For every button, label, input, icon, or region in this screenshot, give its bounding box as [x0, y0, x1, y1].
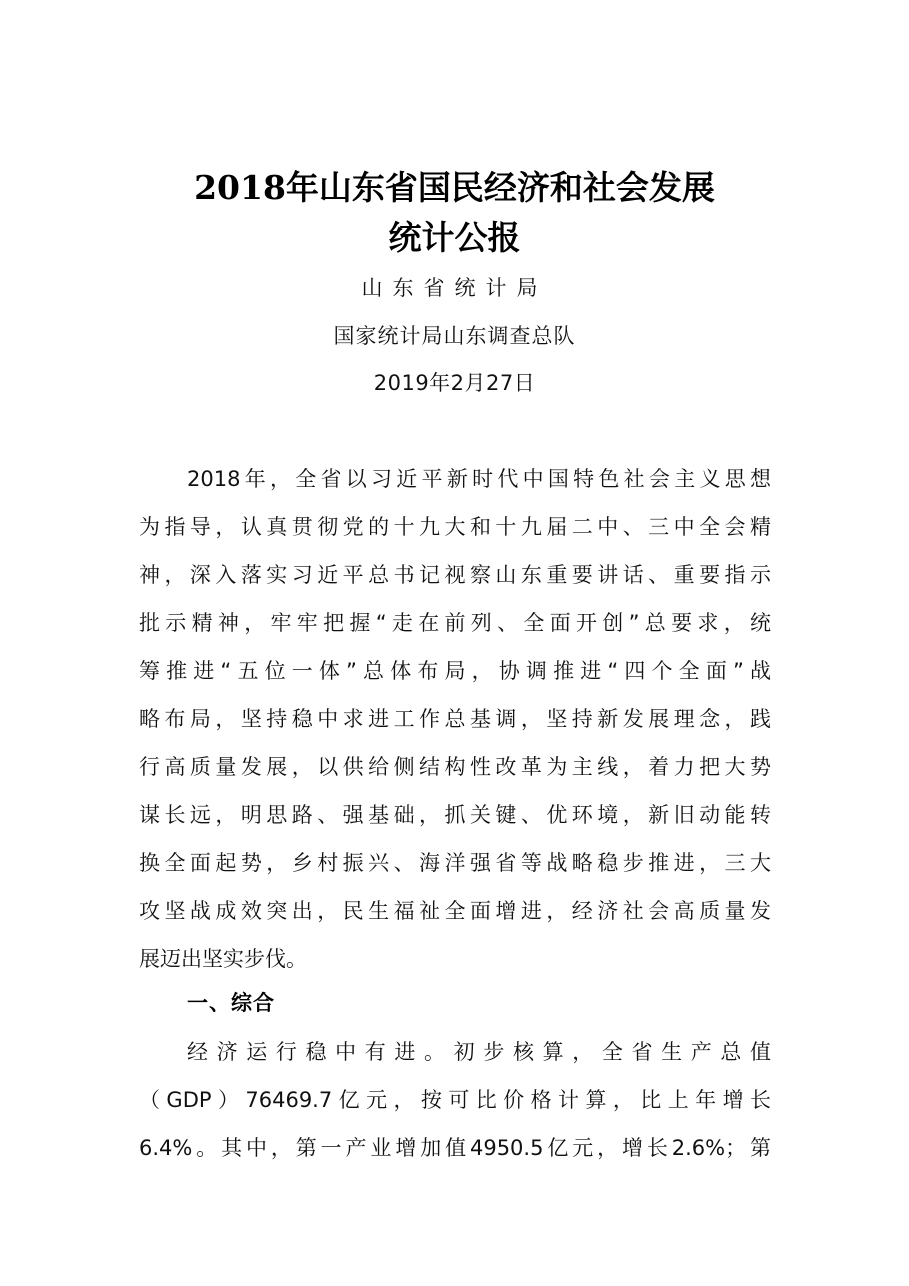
paragraph-line: 略布局，坚持稳中求进工作总基调，坚持新发展理念，践 — [139, 707, 771, 731]
paragraph-line: 攻坚战成效突出，民生福祉全面增进，经济社会高质量发 — [139, 899, 771, 923]
issuing-agency: 山东省统计局 — [361, 276, 548, 300]
economy-paragraph — [139, 1028, 771, 1172]
paragraph-line: 批示精神，牢牢把握“走在前列、全面开创”总要求，统 — [139, 611, 771, 635]
paragraph-line: 展迈出坚实步伐。 — [139, 947, 307, 971]
paragraph-line: 行高质量发展，以供给侧结构性改革为主线，着力把大势 — [139, 755, 771, 779]
document-title-line-1: 2018年山东省国民经济和社会发展 — [194, 168, 715, 207]
paragraph-line: 谋长远，明思路、强基础，抓关键、优环境，新旧动能转 — [139, 803, 771, 827]
paragraph-line: 筹推进“五位一体”总体布局，协调推进“四个全面”战 — [139, 659, 771, 683]
paragraph-line: 换全面起势，乡村振兴、海洋强省等战略稳步推进，三大 — [139, 851, 771, 875]
paragraph-line: 6.4%。其中，第一产业增加值4950.5亿元，增长2.6%；第 — [139, 1136, 771, 1160]
publication-date: 2019年2月27日 — [373, 371, 536, 395]
paragraph-line: （GDP）76469.7亿元，按可比价格计算，比上年增长 — [139, 1088, 771, 1112]
document-title-line-2: 统计公报 — [388, 218, 521, 257]
intro-paragraph — [139, 455, 771, 983]
issuing-agency-secondary: 国家统计局山东调查总队 — [333, 324, 576, 348]
paragraph-line: 为指导，认真贯彻党的十九大和十九届二中、三中全会精 — [139, 515, 771, 539]
paragraph-line: 经济运行稳中有进。初步核算，全省生产总值 — [187, 1040, 771, 1064]
paragraph-line: 2018年，全省以习近平新时代中国特色社会主义思想 — [187, 467, 771, 491]
paragraph-line: 神，深入落实习近平总书记视察山东重要讲话、重要指示 — [139, 563, 771, 587]
section-heading-general: 一、综合 — [187, 991, 275, 1015]
